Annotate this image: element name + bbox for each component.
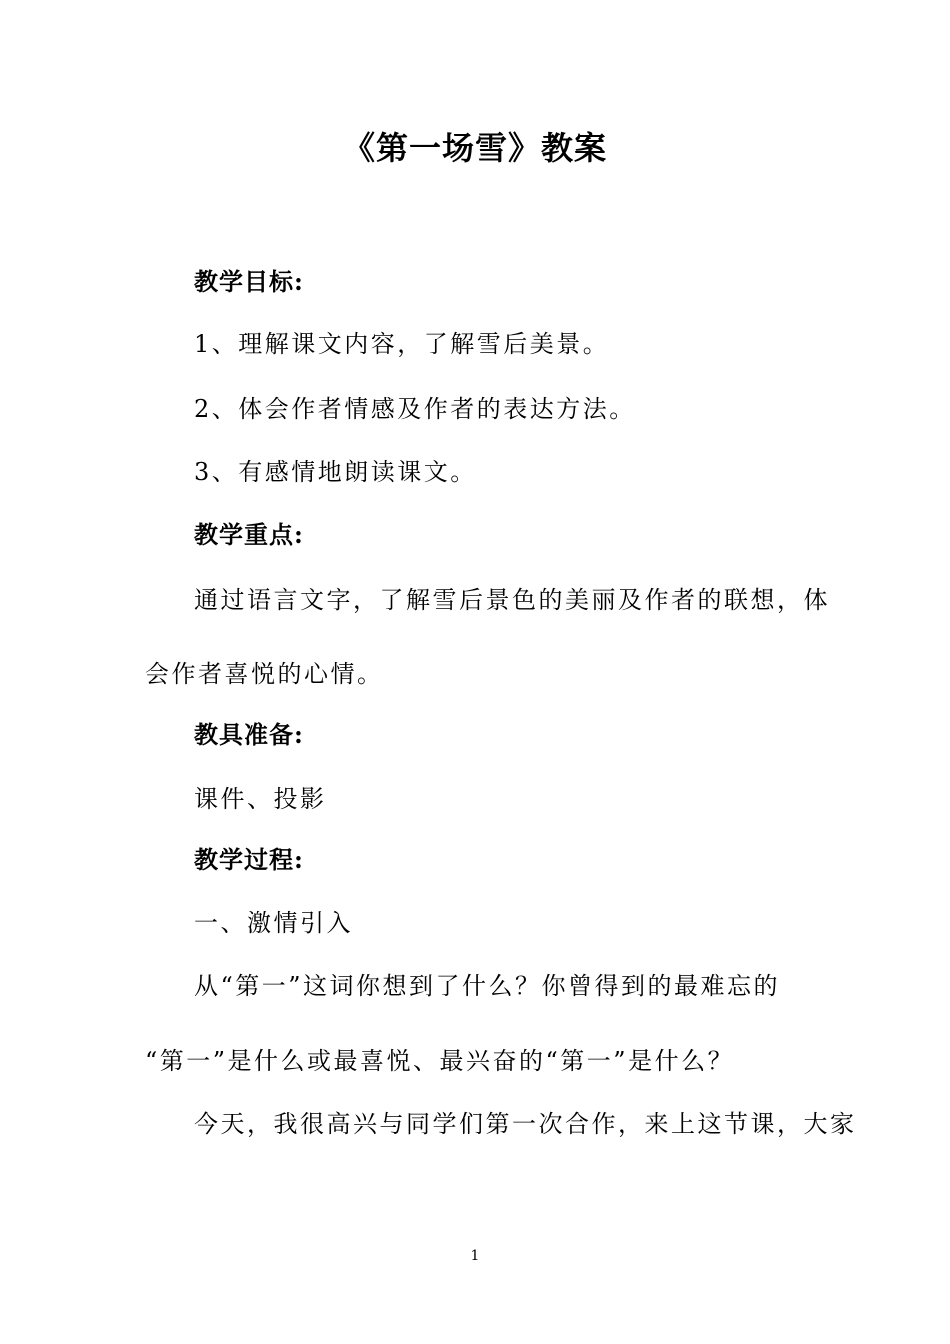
heading-teaching-focus: 教学重点: — [194, 520, 304, 549]
process-section-1-heading: 一、激情引入 — [194, 909, 353, 937]
process-paragraph-1-line-1: 从“第一”这词你想到了什么？你曾得到的最难忘的 — [194, 972, 781, 1000]
heading-teaching-objectives: 教学目标: — [194, 267, 304, 296]
objective-item-3: 3、有感情地朗读课文。 — [194, 458, 477, 486]
heading-teaching-aids: 教具准备: — [194, 720, 304, 749]
teaching-aids-text: 课件、投影 — [194, 785, 327, 813]
heading-teaching-process: 教学过程: — [194, 845, 304, 874]
objective-item-2: 2、体会作者情感及作者的表达方法。 — [194, 395, 636, 423]
objective-item-1: 1、理解课文内容，了解雪后美景。 — [194, 330, 610, 358]
page-number: 1 — [470, 1248, 480, 1264]
document-title: 《第一场雪》教案 — [342, 129, 607, 167]
focus-paragraph-line-2: 会作者喜悦的心情。 — [145, 660, 384, 688]
process-paragraph-2-line-1: 今天，我很高兴与同学们第一次合作，来上这节课，大家 — [194, 1110, 857, 1138]
process-paragraph-1-line-2: “第一”是什么或最喜悦、最兴奋的“第一”是什么？ — [145, 1047, 735, 1075]
focus-paragraph-line-1: 通过语言文字，了解雪后景色的美丽及作者的联想，体 — [194, 586, 830, 614]
